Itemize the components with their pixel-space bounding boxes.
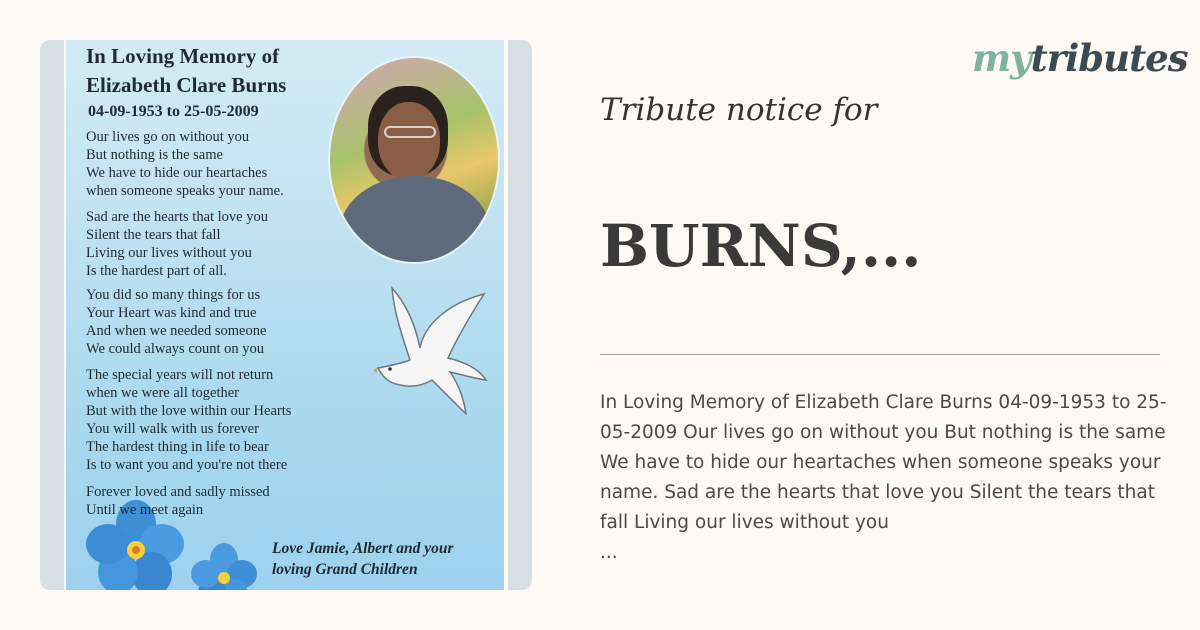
verse-line: You did so many things for us [86, 287, 261, 303]
verse-line: But with the love within our Hearts [86, 403, 292, 419]
verse-line: Silent the tears that fall [86, 227, 221, 243]
verse-line: You will walk with us forever [86, 421, 259, 437]
notice-title: In Loving Memory of [86, 44, 280, 68]
verse-line: Is the hardest part of all. [86, 263, 227, 279]
verse-4 [86, 366, 291, 474]
logo-part-tributes: tributes [1030, 36, 1188, 80]
mytributes-logo[interactable] [972, 36, 1188, 80]
verse-line: The special years will not return [86, 367, 274, 383]
verse-line: We could always count on you [86, 341, 265, 357]
notice-name: Elizabeth Clare Burns [86, 73, 287, 97]
verse-line: Until we meet again [86, 502, 204, 518]
verse-line: when someone speaks your name. [86, 183, 284, 199]
portrait-photo [330, 58, 498, 262]
page-title: BURNS,... [600, 212, 922, 280]
verse-1 [86, 128, 284, 200]
verse-line: Living our lives without you [86, 245, 252, 261]
tribute-notice-image [40, 40, 532, 590]
verse-line: Your Heart was kind and true [86, 305, 257, 321]
verse-line: We have to hide our heartaches [86, 165, 268, 181]
verse-line: And when we needed someone [86, 323, 267, 339]
divider [600, 354, 1160, 355]
signature-line: loving Grand Children [272, 561, 418, 578]
notice-panel [66, 40, 504, 590]
verse-3 [86, 286, 266, 358]
notice-signature [272, 538, 454, 580]
excerpt-text: In Loving Memory of Elizabeth Clare Burns 04-09-1953 to 25-05-2009 Our lives go on without you But nothing is the same We have to hide our heartaches when someone speaks your name. Sad are the hearts that love you Silent the tears that fall Living our lives without you [600, 392, 1167, 533]
verse-line: when we were all together [86, 385, 239, 401]
page-subtitle: Tribute notice for [600, 92, 878, 128]
notice-excerpt [600, 388, 1185, 568]
verse-line: Is to want you and you're not there [86, 457, 288, 473]
verse-2 [86, 208, 268, 280]
verse-line: Our lives go on without you [86, 129, 250, 145]
verse-line: But nothing is the same [86, 147, 223, 163]
verse-5 [86, 483, 270, 519]
dove-icon [374, 276, 504, 426]
verse-line: Forever loved and sadly missed [86, 484, 270, 500]
verse-line: Sad are the hearts that love you [86, 209, 268, 225]
notice-dates: 04-09-1953 to 25-05-2009 [88, 103, 259, 120]
excerpt-ellipsis: ... [600, 542, 618, 563]
verse-line: The hardest thing in life to bear [86, 439, 269, 455]
logo-part-my: my [972, 36, 1031, 80]
signature-line: Love Jamie, Albert and your [272, 540, 454, 557]
